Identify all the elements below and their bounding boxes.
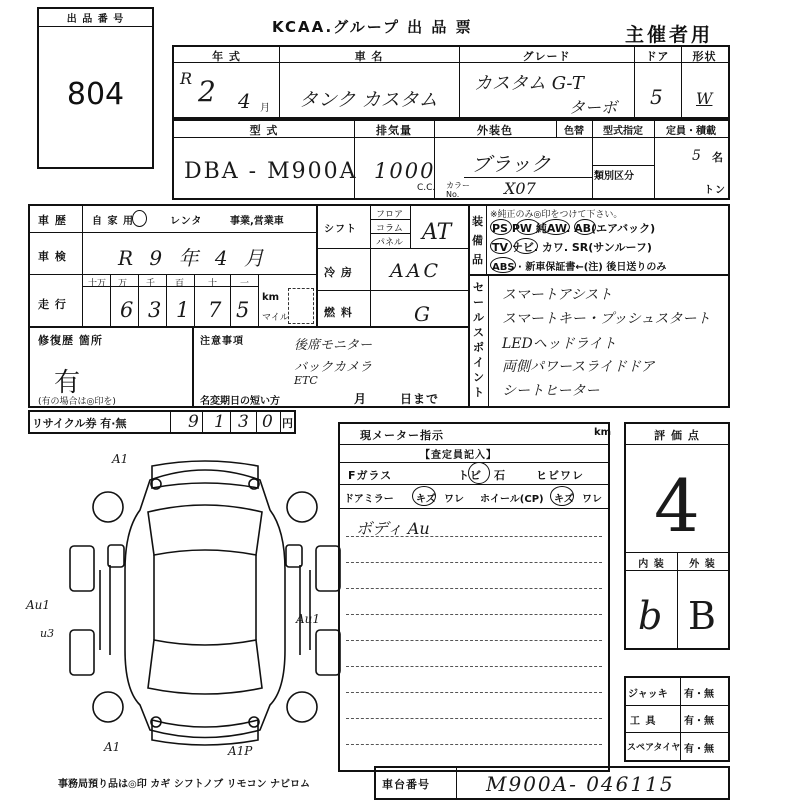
- door-label: ドア: [645, 50, 670, 63]
- equipment-block: [468, 204, 730, 276]
- mileage-digit-100: 1: [176, 298, 190, 322]
- history-opt-rental: レンタ: [170, 216, 203, 227]
- mile-label: マイル: [262, 313, 289, 323]
- sales-point-item-4: 両側パワースライドドア: [502, 359, 655, 375]
- vehicle-info-row: [172, 45, 730, 119]
- repair-history-block: [28, 326, 194, 408]
- car-name-value: タンク カスタム: [299, 89, 438, 111]
- color-change-label: 色替: [564, 126, 584, 137]
- doors-value: 5: [650, 85, 663, 109]
- f-glass-ishi: 石: [494, 469, 506, 482]
- chassis-block: [374, 766, 730, 800]
- wheel-kizu: キズ: [554, 494, 574, 505]
- color-label: 外装色: [477, 124, 513, 137]
- chassis-label: 車台番号: [382, 778, 430, 791]
- lot-number: 804: [66, 77, 125, 112]
- history-opt-private: 自 家 用: [92, 216, 134, 227]
- digit-unit-10k: 万: [118, 279, 128, 289]
- shift-aircon-fuel-block: [316, 204, 470, 328]
- mileage-digit-1k: 3: [148, 298, 162, 322]
- equipment-row-1: PS PW 純AW. AB(エアバック): [492, 222, 656, 235]
- footer-note: 事務局預り品は◎印 カギ シフトノブ リモコン ナビロム: [58, 779, 311, 790]
- tool-jack-label: ジャッキ: [628, 689, 668, 700]
- exterior-label: 外 装: [689, 559, 716, 570]
- recycle-label: リサイクル券 有·無: [32, 417, 127, 430]
- history-opt-business: 事業,営業車: [230, 216, 284, 227]
- wheel-ware: ワレ: [582, 494, 602, 505]
- inspection-value: R 9 年 4 月: [118, 246, 264, 270]
- repair-history-note: (有の場合は◎印を): [38, 397, 116, 407]
- interior-value: b: [638, 594, 663, 638]
- class-label: 類別区分: [594, 171, 634, 182]
- tool-spare-label: スペアタイヤ: [627, 743, 681, 753]
- year-label: 年 式: [212, 50, 241, 63]
- digit-unit-1: 一: [240, 279, 250, 289]
- diagram-mark-left: Au1: [26, 598, 51, 612]
- copy-type: 主催者用: [625, 24, 714, 46]
- notes-item-2: バックカメラ: [294, 360, 373, 375]
- shift-opt-column: コラム: [376, 224, 403, 234]
- sales-point-item-2: スマートキー・プッシュスタート: [502, 311, 711, 327]
- mileage-check-box: [288, 288, 314, 324]
- notes-item-1: 後席モニター: [294, 338, 373, 353]
- model-info-row: [172, 119, 730, 200]
- digit-unit-10: 十: [208, 279, 218, 289]
- color-value: ブラック: [471, 152, 551, 176]
- sales-point-label: セールスポイント: [473, 281, 485, 399]
- history-block: [28, 204, 318, 328]
- rename-label: 名変期日の短い方: [200, 396, 280, 407]
- shift-value: AT: [422, 220, 452, 245]
- seats-value: 5: [692, 148, 701, 164]
- recycle-unit: 円: [282, 417, 293, 430]
- displacement-value: 1000: [374, 159, 436, 183]
- sales-point-item-5: シートヒーター: [502, 383, 600, 399]
- form-title: KCAA.グループ 出 品 票: [272, 18, 473, 36]
- tool-tools-value: 有・無: [684, 716, 714, 727]
- displacement-label: 排気量: [376, 124, 412, 137]
- repair-history-value: 有: [54, 368, 81, 398]
- shape-value: W: [696, 89, 713, 108]
- mileage-digit-1: 5: [236, 298, 250, 322]
- diagram-mark-bottom-right: A1P: [228, 744, 253, 758]
- digit-unit-100k: 十万: [88, 279, 107, 289]
- mileage-label: 走 行: [38, 298, 67, 311]
- equipment-row-2: TV ナビ. カワ. SR(サンルーフ): [492, 241, 652, 254]
- diagram-mark-bottom: A1: [104, 740, 121, 754]
- rename-month: 月: [354, 392, 368, 406]
- appraiser-header: 【査定員記入】: [420, 450, 497, 461]
- score-block: [624, 422, 730, 650]
- f-glass-hibi: ヒビワレ: [536, 469, 584, 482]
- seats-unit: 名: [712, 151, 724, 164]
- fuel-label: 燃 料: [324, 306, 353, 319]
- door-mirror-kizu: キズ: [416, 494, 436, 505]
- type-designation-label: 型式指定: [603, 126, 643, 137]
- appraiser-comment: ボディ Au: [356, 519, 430, 538]
- meter-label: 現メーター指示: [360, 429, 444, 442]
- shift-opt-panel: パネル: [376, 238, 404, 248]
- lot-number-label: 出 品 番 号: [66, 14, 125, 25]
- inspection-label: 車 検: [38, 250, 67, 263]
- equipment-label: 装備品: [472, 215, 484, 266]
- recycle-digit-3: 3: [238, 412, 249, 432]
- recycle-digit-4: 0: [262, 412, 273, 432]
- diagram-mark-left-2: u3: [40, 627, 55, 640]
- notes-label: 注意事項: [200, 336, 244, 347]
- lot-number-box: [37, 7, 154, 169]
- shape-label: 形状: [692, 50, 717, 63]
- tool-tools-label: 工 具: [630, 716, 657, 727]
- color-number-label: カラー No.: [446, 181, 470, 199]
- seats-label: 定員・積載: [666, 126, 716, 137]
- exterior-value: B: [688, 594, 716, 638]
- chassis-value: M900A- 046115: [486, 772, 675, 796]
- door-mirror-ware: ワレ: [444, 494, 464, 505]
- mileage-digit-10: 7: [208, 298, 222, 322]
- wheel-label: ホイール(CP): [480, 494, 544, 505]
- door-mirror-label: ドアミラー: [344, 494, 394, 505]
- tool-spare-value: 有・無: [684, 744, 714, 755]
- notes-item-3: ETC: [294, 374, 318, 387]
- grade-label: グレード: [522, 50, 571, 63]
- model-value: DBA - M900A: [184, 159, 358, 184]
- repair-history-label: 修復歴 箇所: [38, 334, 103, 347]
- aircon-value: AAC: [390, 260, 441, 282]
- aircon-label: 冷 房: [324, 266, 353, 279]
- f-glass-tobi: トビ: [458, 469, 482, 482]
- history-label: 車 歴: [38, 214, 67, 227]
- sales-point-block: [468, 274, 730, 408]
- recycle-block: [28, 410, 296, 434]
- score-value: 4: [654, 464, 700, 548]
- digit-unit-1k: 千: [146, 279, 156, 289]
- year-value: 2: [198, 75, 216, 108]
- notes-block: [192, 326, 470, 408]
- digit-unit-100: 百: [175, 279, 185, 289]
- km-label: km: [262, 292, 280, 303]
- month-unit: 月: [260, 103, 270, 114]
- grade-value-2: ターボ: [569, 98, 618, 117]
- load-unit: トン: [704, 185, 726, 196]
- fuel-value: G: [414, 302, 430, 326]
- tools-block: [624, 676, 730, 762]
- car-name-label: 車 名: [354, 50, 384, 63]
- model-label: 型 式: [249, 124, 279, 137]
- meter-block: [338, 422, 610, 772]
- era-value: R: [180, 69, 193, 88]
- diagram-mark-top: A1: [112, 452, 129, 466]
- equipment-note: ※純正のみ◎印をつけて下さい。: [490, 210, 623, 220]
- rename-day: 日まで: [400, 392, 440, 406]
- sales-point-item-1: スマートアシスト: [502, 287, 613, 303]
- diagram-mark-right: Au1: [296, 612, 321, 626]
- mileage-digit-10k: 6: [120, 298, 134, 322]
- equipment-row-3: ABS · 新車保証書←(注) 後日送りのみ: [492, 262, 667, 273]
- recycle-digit-2: 1: [214, 412, 225, 432]
- meter-unit: km: [594, 427, 612, 438]
- grade-value: カスタム G-T: [474, 73, 584, 94]
- color-number-value: X07: [504, 179, 536, 198]
- recycle-digit-1: 9: [188, 412, 199, 432]
- shift-label: シフト: [324, 224, 357, 235]
- score-label: 評 価 点: [654, 429, 700, 442]
- interior-label: 内 装: [638, 559, 665, 570]
- month-value: 4: [238, 89, 251, 113]
- cc-label: C.C.: [417, 183, 436, 193]
- tool-jack-value: 有・無: [684, 689, 714, 700]
- shift-opt-floor: フロア: [376, 210, 404, 220]
- f-glass-label: Fガラス: [348, 469, 393, 482]
- car-damage-diagram: [60, 450, 350, 750]
- sales-point-item-3: LEDヘッドライト: [502, 336, 617, 352]
